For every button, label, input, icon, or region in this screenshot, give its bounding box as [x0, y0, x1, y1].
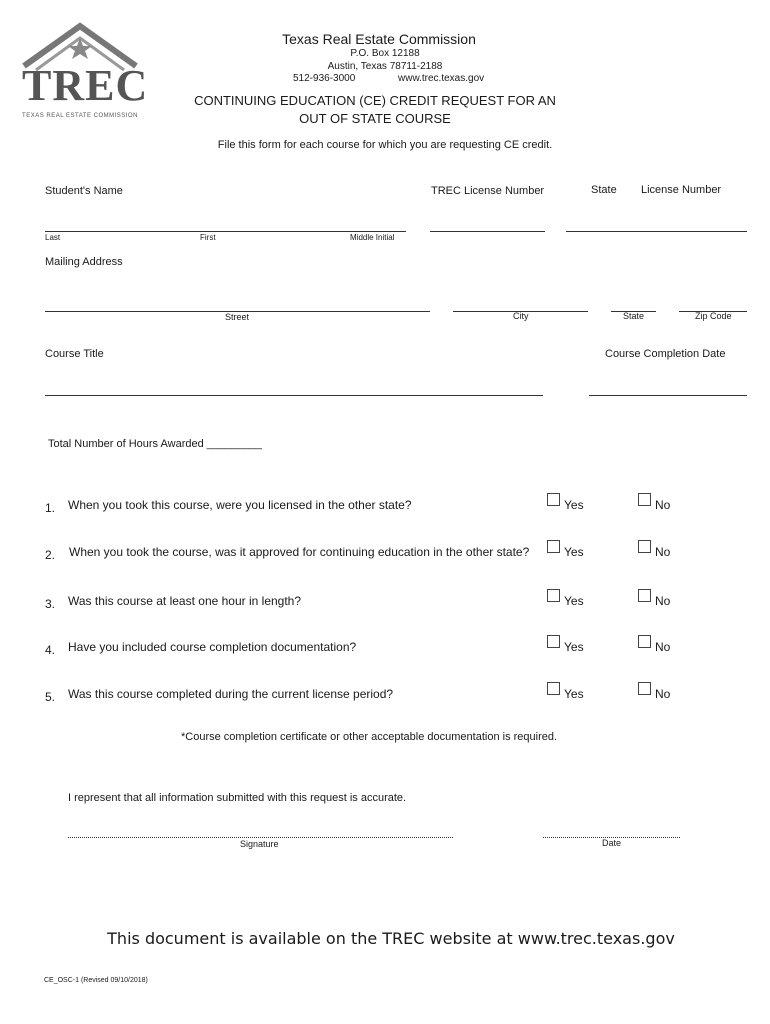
logo-wordmark: TREC [22, 61, 149, 110]
other-state-license-field[interactable] [566, 231, 747, 232]
po-box: P.O. Box 12188 [350, 48, 420, 59]
attestation-text: I represent that all information submitted with this request is accurate. [68, 792, 407, 804]
yes-checkbox[interactable] [547, 589, 560, 602]
trec-license-label: TREC License Number [431, 185, 545, 197]
no-label: No [655, 498, 671, 512]
date-caption: Date [602, 838, 622, 848]
website-link[interactable]: www.trec.texas.gov [398, 73, 485, 84]
yes-label: Yes [564, 594, 584, 608]
question-number: 5. [45, 690, 56, 704]
no-checkbox[interactable] [638, 540, 651, 553]
availability-notice: This document is available on the TREC website at www.trec.texas.gov [107, 929, 675, 948]
phone: 512-936-3000 [293, 73, 356, 84]
no-checkbox[interactable] [638, 493, 651, 506]
question-text: Have you included course completion documentation? [68, 640, 357, 654]
signature-caption: Signature [240, 839, 279, 849]
student-name-label: Student's Name [45, 185, 123, 197]
student-name-field[interactable] [45, 231, 406, 232]
question-text: When you took this course, were you licensed in the other state? [68, 498, 412, 512]
no-checkbox[interactable] [638, 682, 651, 695]
form-title-line2: OUT OF STATE COURSE [299, 111, 451, 126]
question-text: When you took the course, was it approved for continuing education in the other state? [69, 545, 530, 559]
course-title-field[interactable] [45, 395, 543, 396]
yes-checkbox[interactable] [547, 682, 560, 695]
yes-label: Yes [564, 498, 584, 512]
yes-checkbox[interactable] [547, 540, 560, 553]
course-completion-date-field[interactable] [589, 395, 747, 396]
middle-initial-caption: Middle Initial [350, 233, 395, 242]
no-label: No [655, 594, 671, 608]
city-caption: City [513, 311, 529, 321]
other-license-number-label: License Number [641, 184, 722, 196]
documentation-footnote: *Course completion certificate or other acceptable documentation is required. [181, 731, 558, 743]
yes-label: Yes [564, 545, 584, 559]
yes-label: Yes [564, 687, 584, 701]
question-text: Was this course completed during the current license period? [68, 687, 394, 701]
other-state-label: State [591, 184, 617, 196]
last-name-caption: Last [45, 233, 61, 242]
signature-field[interactable] [68, 837, 453, 838]
logo-tagline: TEXAS REAL ESTATE COMMISSION [22, 113, 138, 119]
state-caption: State [623, 311, 645, 321]
question-number: 3. [45, 597, 56, 611]
question-number: 1. [45, 501, 56, 515]
no-label: No [655, 640, 671, 654]
no-label: No [655, 545, 671, 559]
course-completion-date-label: Course Completion Date [605, 348, 726, 360]
first-name-caption: First [200, 233, 216, 242]
form-id: CE_OSC-1 (Revised 09/10/2018) [44, 977, 148, 984]
course-title-label: Course Title [45, 348, 104, 360]
question-number: 4. [45, 643, 56, 657]
street-caption: Street [225, 312, 250, 322]
yes-checkbox[interactable] [547, 493, 560, 506]
trec-license-field[interactable] [430, 231, 545, 232]
zip-code-caption: Zip Code [695, 311, 732, 321]
no-checkbox[interactable] [638, 635, 651, 648]
mailing-address-label: Mailing Address [45, 256, 123, 268]
yes-checkbox[interactable] [547, 635, 560, 648]
no-checkbox[interactable] [638, 589, 651, 602]
no-label: No [655, 687, 671, 701]
question-number: 2. [45, 548, 56, 562]
form-title-line1: CONTINUING EDUCATION (CE) CREDIT REQUEST FOR AN [194, 93, 556, 108]
org-name: Texas Real Estate Commission [282, 31, 476, 47]
city-line: Austin, Texas 78711-2188 [327, 61, 443, 72]
total-hours-label[interactable]: Total Number of Hours Awarded _________ [48, 438, 262, 450]
instruction-text: File this form for each course for which you are requesting CE credit. [217, 139, 553, 151]
question-text: Was this course at least one hour in length? [68, 594, 302, 608]
yes-label: Yes [564, 640, 584, 654]
